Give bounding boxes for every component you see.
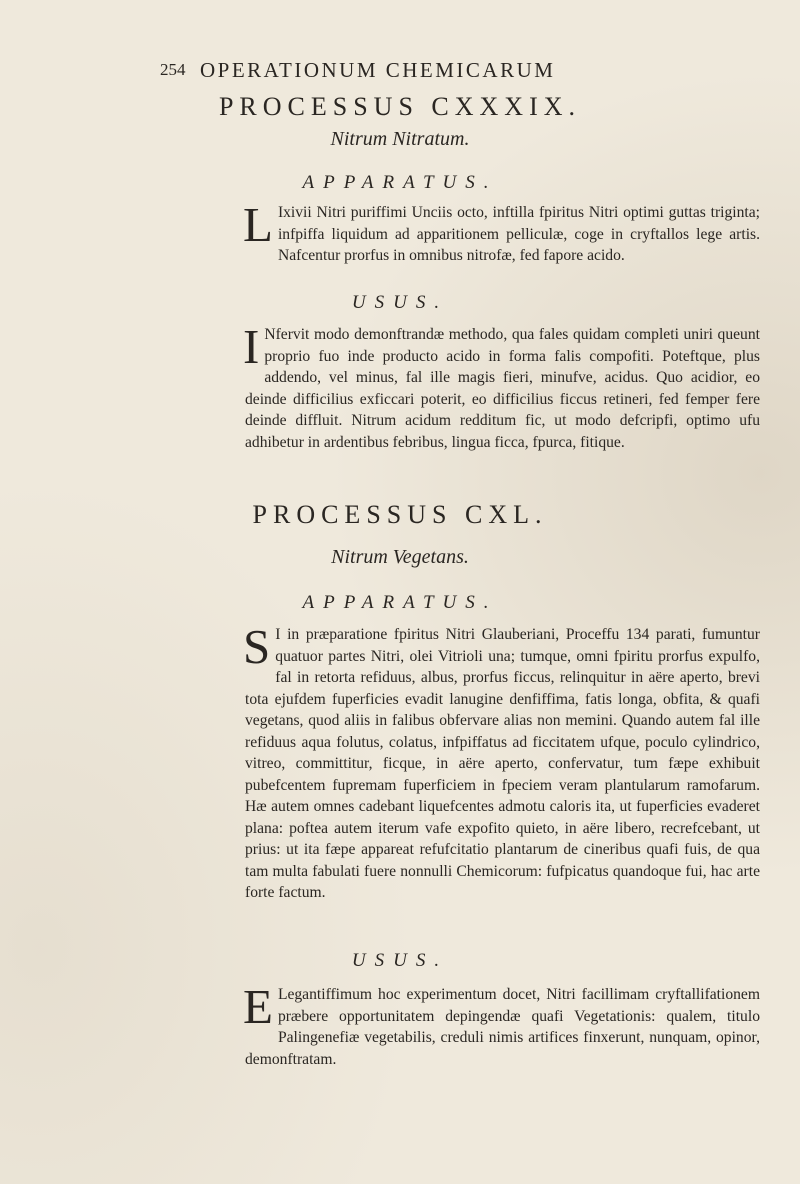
paragraph-text: Legantiffimum hoc experimentum docet, Nitri facillimam cryftallifationem præbere opportunitatem depingendæ quafi Vegetationis: qualem, titulo Palingenefiæ vegetabilis, creduli nimis artifices finxerunt, nunquam, opinor, demonftratam. [245,986,760,1068]
drop-cap: E [243,979,273,1034]
process-139-apparatus-heading: APPARATUS. [302,172,498,193]
process-140-apparatus-paragraph [243,619,760,904]
process-140-usus-paragraph [243,979,760,1070]
drop-cap: S [243,619,271,674]
drop-cap: L [243,197,273,252]
paragraph-text: Ixivii Nitri puriffimi Unciis octo, inftilla fpiritus Nitri optimi guttas triginta; infpiffa liquidum ad apparitionem pelliculæ, coge in cryftallos lege artis. Nafcentur prorfus in omnibus nitrofæ, fed fapore acido. [277,204,760,264]
process-139-subject: Nitrum Nitratum. [330,128,470,150]
drop-cap: I [243,319,260,374]
process-139-title: PROCESSUS CXXXIX. [218,92,582,121]
process-139-usus-heading: USUS. [351,292,449,313]
process-140-title: PROCESSUS CXL. [252,500,548,529]
process-140-usus-heading: USUS. [351,950,449,971]
process-140-subject: Nitrum Vegetans. [331,546,469,568]
running-title: OPERATIONUM CHEMICARUM [200,58,556,82]
process-140-apparatus-heading: APPARATUS. [302,592,498,613]
process-139-usus-paragraph [243,319,760,453]
paragraph-text: Nfervit modo demonftrandæ methodo, qua fales quidam completi uniri queunt proprio fuo inde producto acido in forma falis compofiti. Poteftque, plus addendo, vel minus, fal ille magis fieri, minufve, acidus. Quo acidior, eo deinde difficilius exficcari poterit, eo difficilius ficcus retineri, fed femper fere deinde diffluit. Nitrum acidum redditum fic, ut modo defcripfi, optimo ufu adhibetur in ardentibus febribus, lingua ficca, fpurca, fitique. [245,326,760,451]
process-139-apparatus-paragraph [243,197,760,267]
paragraph-text: I in præparatione fpiritus Nitri Glauberiani, Proceffu 134 parati, fumuntur quatuor partes Nitri, olei Vitrioli una; tumque, omni fpiritu prorfus expulfo, fal in retorta refiduus, albus, prorfus ficcus, relinquitur in aëre aperto, brevi tota ejufdem fuperficies evadit lanugine denfiffima, fatis longa, obfita, & quafi vegetans, quod aliis in falibus obfervare alias non memini. Quando autem fal ille refiduus aqua folutus, colatus, infpiffatus ad ficcitatem ufque, poculo cylindrico, vitreo, committitur, ficque, in aëre aperto, confervatur, tum fæpe exhibuit pubefcentem fupremam fuperficiem in fpeciem veram plantularum ramofarum. Hæ autem omnes cadebant liquefcentes admotu caloris ita, ut fuperficies evaderet plana: poftea autem iterum vafe expofito quieto, in aëre libero, recrefcebant, ut prius: ut ita fæpe appareat refufcitatio plantarum de cineribus quafi fuis, de qua tam multa fabulati fuere nonnulli Chemicorum: fufpicatus quandoque fui, hac arte forte factum. [245,626,760,901]
page-number: 254 [160,60,186,79]
